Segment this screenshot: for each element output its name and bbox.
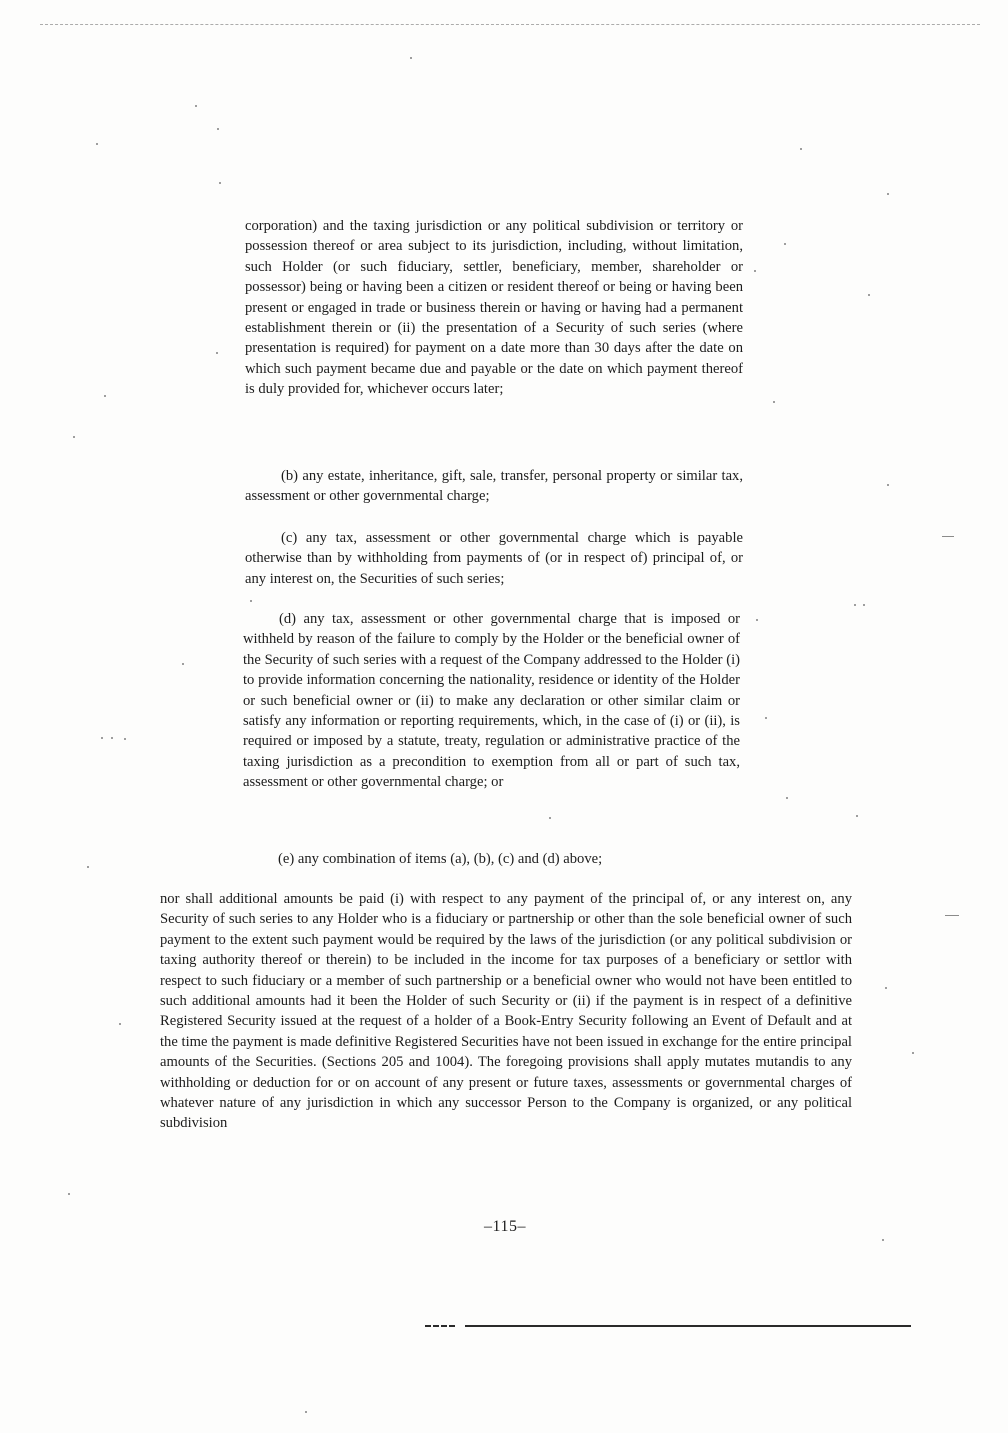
scan-speck — [111, 737, 113, 739]
scan-speck — [216, 352, 218, 354]
page-number: –115– — [484, 1218, 526, 1235]
scan-speck — [885, 987, 887, 989]
scan-speck — [219, 182, 221, 184]
scan-speck — [73, 436, 75, 438]
scan-mark — [942, 536, 954, 537]
paragraph-continuation: corporation) and the taxing jurisdiction or any political subdivision or territory or possession thereof or area subject to its jurisdiction, including, without limitation, such Holder (or such fiduciary, settler, beneficiary, member, shareholder or possessor) being or having been a citizen or resident thereof or being or having been present or engaged in trade or business therein or having or having had a permanent establishment therein or (ii) the presentation of a Security of such series (where presentation is required) for payment on a date more than 30 days after the date on which such payment became due and payable or the date on which payment thereof is duly provided for, whichever occurs later; — [245, 218, 743, 398]
scan-speck — [784, 243, 786, 245]
footer-rule — [465, 1325, 911, 1327]
scan-speck — [305, 1411, 307, 1413]
scan-speck — [96, 143, 98, 145]
scan-speck — [854, 604, 856, 606]
scan-speck — [119, 1023, 121, 1025]
scan-mark — [945, 915, 959, 916]
scan-speck — [856, 815, 858, 817]
scan-speck — [217, 128, 219, 130]
paragraph-item-c: (c) any tax, assessment or other governmental charge which is payable otherwise than by withholding from payments of (or in respect of) principal of, or any interest on, the Securities of such series; — [245, 530, 743, 587]
scan-speck — [101, 737, 103, 739]
scan-speck — [800, 148, 802, 150]
scan-speck — [786, 797, 788, 799]
scan-speck — [87, 866, 89, 868]
scan-speck — [863, 604, 865, 606]
paragraph-item-b: (b) any estate, inheritance, gift, sale, transfer, personal property or similar tax, assessment or other governmental charge; — [245, 468, 743, 505]
scan-speck — [912, 1052, 914, 1054]
scan-speck — [68, 1193, 70, 1195]
scan-speck — [887, 484, 889, 486]
scan-speck — [868, 294, 870, 296]
scan-speck — [549, 817, 551, 819]
scan-speck — [887, 193, 889, 195]
scan-speck — [773, 401, 775, 403]
footer-rule-dash — [425, 1325, 455, 1327]
scan-speck — [765, 717, 767, 719]
paragraph-closing: nor shall additional amounts be paid (i) with respect to any payment of the principal of, or any interest on, any Security of such series to any Holder who is a fiduciary or partnership or other than the sole beneficial owner of such payment to the extent such payment would be required by the laws of the jurisdiction (or any political subdivision or taxing authority thereof or therein) to be included in the income for tax purposes of a beneficiary or settlor with respect to such fiduciary or a member of such partnership or a beneficial owner who would not have been entitled to such additional amounts had it been the Holder of such Security or (ii) if the payment is in respect of a definitive Registered Security issued at the request of a holder of a Book-Entry Security following an Event of Default and at the time the payment is made definitive Registered Securities have not been issued in exchange for the entire principal amounts of the Securities. (Sections 205 and 1004). The foregoing provisions shall apply mutates mutandis to any withholding or deduction for or on account of any present or future taxes, assessments or governmental charges of whatever nature of any jurisdiction in which any successor Person to the Company is organized, or any political subdivision — [160, 891, 852, 1132]
paragraph-item-e: (e) any combination of items (a), (b), (c) and (d) above; — [278, 851, 603, 867]
paragraph-item-d: (d) any tax, assessment or other governmental charge that is imposed or withheld by reason of the failure to comply by the Holder or the beneficial owner of the Security of such series with a request of the Company addressed to the Holder (i) to provide information concerning the nationality, residence or identity of the Holder or such beneficial owner or (ii) to make any declaration or other similar claim or satisfy any information or reporting requirements, which, in the case of (i) or (ii), is required or imposed by a statute, treaty, regulation or administrative practice of the taxing jurisdiction as a precondition to exemption from all or part of such tax, assessment or other governmental charge; or — [243, 611, 740, 791]
scan-speck — [250, 600, 252, 602]
scan-speck — [182, 663, 184, 665]
scan-speck — [104, 395, 106, 397]
scan-speck — [882, 1239, 884, 1241]
scan-speck — [756, 619, 758, 621]
scan-speck — [195, 105, 197, 107]
scan-speck — [754, 270, 756, 272]
scan-edge-line — [40, 24, 980, 25]
scan-speck — [124, 738, 126, 740]
scan-speck — [410, 57, 412, 59]
